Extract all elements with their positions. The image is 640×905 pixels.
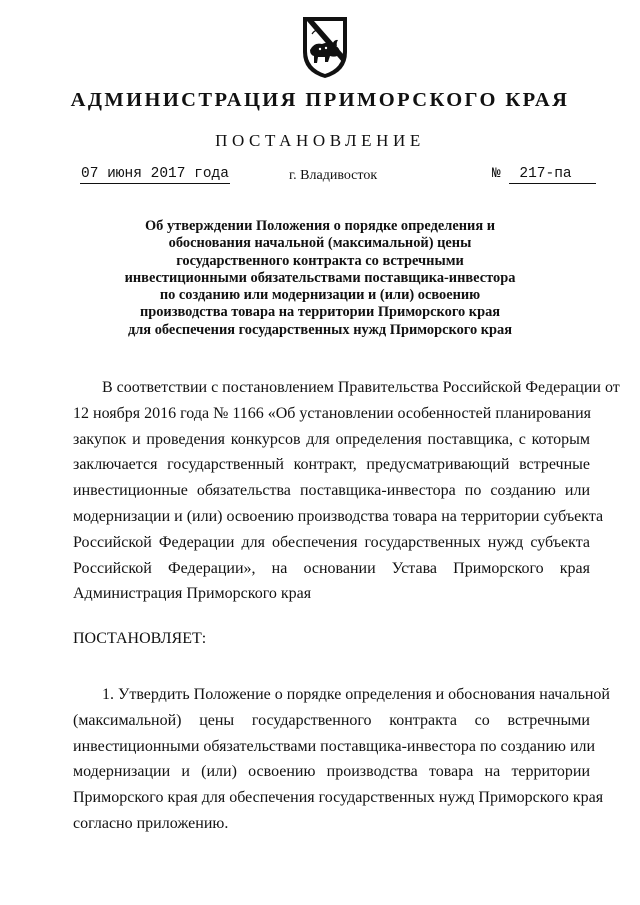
preamble-paragraph (73, 375, 620, 607)
document-date (80, 166, 230, 184)
paragraph-line: инвестиционными обязательствами поставщика-инвестора по созданию или (73, 737, 596, 755)
coat-of-arms-icon (300, 14, 350, 80)
document-title (100, 218, 540, 339)
paragraph-line: Российской Федерации», на основании Устава Приморского края (73, 559, 590, 577)
paragraph-line: Администрация Приморского края (73, 585, 312, 603)
paragraph-line: В соответствии с постановлением Правительства Российской Федерации от (102, 379, 620, 396)
organization-name: АДМИНИСТРАЦИЯ ПРИМОРСКОГО КРАЯ (70, 89, 570, 111)
date-value: 07 июня 2017 года (81, 166, 229, 182)
decree-word: ПОСТАНОВЛЯЕТ: (73, 630, 207, 647)
document-type: ПОСТАНОВЛЕНИЕ (215, 131, 425, 150)
title-line: инвестиционными обязательствами поставщика-инвестора (124, 269, 516, 286)
paragraph-line: модернизации и (или) освоению производства товара на территории субъекта (73, 507, 604, 525)
title-line: для обеспечения государственных нужд Приморского края (127, 321, 513, 338)
title-line: обоснования начальной (максимальной) цены (168, 235, 472, 252)
title-line: производства товара на территории Приморского края (139, 304, 501, 321)
number-value: 217-па (509, 166, 596, 184)
number-prefix: № (492, 166, 501, 182)
paragraph-line: модернизации и (или) освоению производства товара на территории (73, 763, 590, 781)
paragraph-line: 1. Утвердить Положение о порядке определения и обоснования начальной (102, 686, 610, 703)
paragraph-line: инвестиционные обязательства поставщика-инвестора по созданию или (73, 482, 590, 500)
paragraph-line: закупок и проведения конкурсов для определения поставщика, с которым (73, 430, 590, 448)
paragraph-line: заключается государственный контракт, предусматривающий встречные (73, 456, 590, 474)
paragraph-line: (максимальной) цены государственного контракта со встречными (73, 711, 590, 729)
document-number (492, 166, 596, 184)
paragraph-line: согласно приложению. (73, 814, 229, 832)
paragraph-line: 12 ноября 2016 года № 1166 «Об установлении особенностей планирования (73, 404, 592, 422)
title-line: по созданию или модернизации и (или) освоению (159, 287, 481, 304)
title-line: государственного контракта со встречными (176, 252, 464, 269)
item-1-paragraph (73, 682, 610, 837)
title-line: Об утверждении Положения о порядке определения и (144, 218, 496, 234)
paragraph-line: Российской Федерации для обеспечения государственных нужд субъекта (73, 533, 590, 551)
paragraph-line: Приморского края для обеспечения государственных нужд Приморского края (73, 789, 604, 807)
document-city: г. Владивосток (289, 168, 378, 183)
